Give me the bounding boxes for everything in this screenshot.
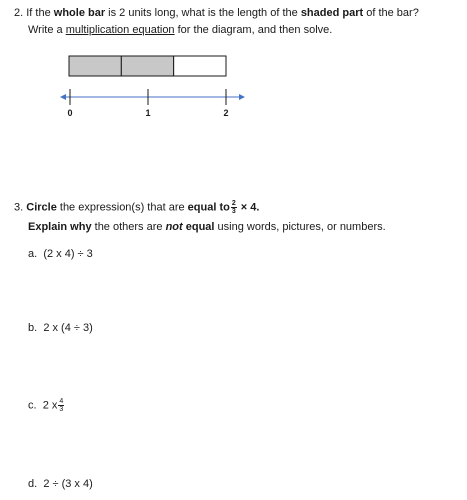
q3-equal: equal	[185, 221, 215, 233]
q3-fraction-numerator: 2	[231, 200, 236, 207]
bar-part-unshaded	[174, 56, 226, 76]
option-a-letter: a.	[28, 248, 38, 260]
q2-text-whole-bar: whole bar	[53, 7, 106, 19]
q3-line2-b: the others are	[91, 221, 166, 233]
bar-part-shaded	[69, 56, 121, 76]
q3-explain-why: Explain why	[28, 221, 92, 233]
q3-line1	[14, 200, 259, 215]
option-a[interactable]	[28, 248, 93, 260]
option-c[interactable]	[28, 398, 65, 413]
bar-group	[69, 56, 226, 76]
q3-equal-to: equal to	[187, 201, 230, 214]
q3-line1-b: the expression(s) that are	[56, 201, 188, 214]
q3-circle: Circle	[26, 201, 57, 214]
q2-multiplication-equation: multiplication equation	[65, 24, 175, 36]
option-b-expression: 2 x (4 ÷ 3)	[43, 322, 93, 334]
q2-text-shaded-part: shaded part	[300, 7, 364, 19]
q3-fraction-denominator: 3	[231, 208, 236, 215]
option-c-fraction	[58, 398, 64, 413]
option-b-letter: b.	[28, 322, 38, 334]
number-line-arrow-left	[60, 94, 66, 100]
number-line	[60, 89, 245, 105]
q3-times-four: × 4.	[237, 201, 260, 214]
option-c-pre: 2 x	[42, 399, 58, 412]
option-c-denominator: 3	[59, 406, 64, 413]
q2-text-c: is 2 units long, what is the length of the	[105, 7, 301, 19]
option-c-numerator: 4	[59, 398, 64, 405]
tape-diagram	[0, 0, 467, 130]
q3-line2	[28, 221, 386, 233]
q3-line2-f: using words, pictures, or numbers.	[214, 221, 386, 233]
option-d-expression: 2 ÷ (3 x 4)	[43, 478, 93, 490]
q3-fraction	[231, 200, 237, 215]
q2-line2-a: Write a	[28, 24, 66, 36]
q2-number: 2.	[14, 7, 24, 19]
q3-number: 3.	[14, 201, 24, 214]
option-c-letter: c.	[28, 399, 37, 412]
q2-line2-c: for the diagram, and then solve.	[174, 24, 333, 36]
tick-label-1: 1	[145, 108, 151, 118]
q3-not: not	[165, 221, 183, 233]
option-d-letter: d.	[28, 478, 38, 490]
option-d[interactable]	[28, 478, 93, 490]
tick-label-2: 2	[223, 108, 229, 118]
option-b[interactable]	[28, 322, 93, 334]
q2-text-a: If the	[26, 7, 54, 19]
option-a-expression: (2 x 4) ÷ 3	[43, 248, 93, 260]
bar-part-shaded	[121, 56, 173, 76]
number-line-arrow-right	[239, 94, 245, 100]
q2-text-e: of the bar?	[363, 7, 419, 19]
tick-label-0: 0	[67, 108, 73, 118]
